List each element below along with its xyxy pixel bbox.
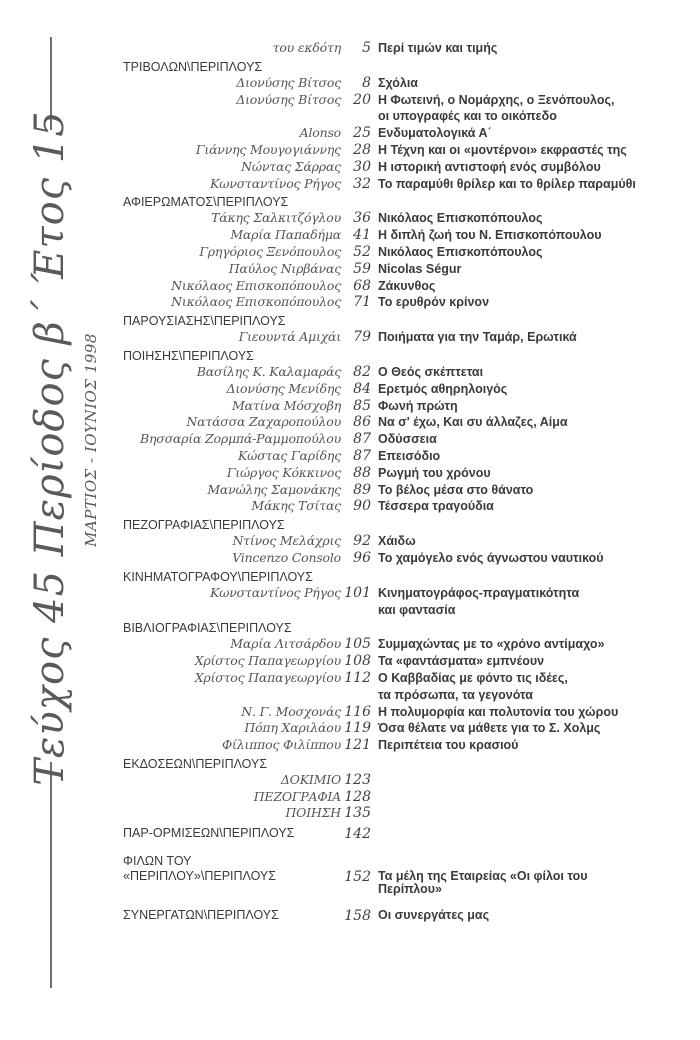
entry-title (374, 398, 693, 415)
entry-title-line: Τέσσερα τραγούδια (378, 499, 494, 514)
entry-title (374, 92, 693, 126)
toc-section (123, 195, 693, 311)
entry-page: 84 (353, 380, 371, 397)
entry-title (374, 364, 693, 381)
entry-author: Γιάννης Μουγογιάννης (195, 141, 341, 157)
entry-page: 41 (353, 227, 371, 244)
entry-title-line: Τα μέλη της Εταιρείας «Οι φίλοι του (378, 869, 588, 884)
entry-title (374, 159, 693, 176)
section-heading: ΠΟΙΗΣΗΣ\ΠΕΡΙΠΛΟΥΣ (123, 348, 254, 363)
section-heading: ΕΚΔΟΣΕΩΝ\ΠΕΡΙΠΛΟΥΣ (123, 756, 268, 771)
entry-author: Μανώλης Σαμονάκης (207, 481, 341, 497)
section-heading-line: ΠΑΡ-ΟΡΜΙΣΕΩΝ\ΠΕΡΙΠΛΟΥΣ (123, 826, 295, 841)
entry-title (374, 294, 693, 311)
entry-author: Βασίλης Κ. Καλαμαράς (196, 363, 341, 379)
entry-title-line: Χάιδω (378, 534, 416, 549)
entry-title-line: Σχόλια (378, 75, 418, 90)
toc-special-entry[interactable] (123, 826, 693, 842)
entry-author: Χρίστος Παπαγεωργίου (194, 669, 341, 685)
entry-author: Μαρία Παπαδήμα (230, 227, 341, 243)
entry-author: του εκδότη (272, 40, 341, 55)
toc-section (123, 757, 693, 822)
entry-page: 90 (353, 498, 371, 515)
entry-author: Ν. Γ. Μοσχονάς (241, 703, 341, 719)
entry-page: 52 (353, 243, 371, 260)
entry-page: 32 (353, 175, 371, 192)
entry-author: ΠΟΙΗΣΗ (285, 805, 341, 821)
entry-title (374, 227, 693, 244)
section-heading: ΤΡΙΒΟΛΩΝ\ΠΕΡΙΠΛΟΥΣ (123, 59, 263, 74)
toc-entry[interactable] (123, 550, 693, 567)
entry-page: 30 (353, 158, 371, 175)
entry-page: 25 (353, 125, 371, 142)
entry-title (374, 261, 693, 278)
entry-page: 116 (344, 703, 371, 720)
toc-entry[interactable] (123, 789, 693, 806)
toc-entry[interactable] (123, 261, 693, 278)
entry-author: Βησσαρία Ζορμπά-Ραμμοπούλου (139, 431, 341, 447)
entry-title (374, 381, 693, 398)
entry-title-line: Το ερυθρόν κρίνον (378, 295, 490, 310)
entry-author: Κωνσταντίνος Ρήγος (210, 175, 341, 191)
entry-author: Πόπη Χαριλάου (244, 720, 341, 736)
spine-rule-bottom (50, 762, 52, 988)
toc-entry[interactable] (123, 653, 693, 670)
entry-title-line: Ποιήματα για την Ταμάρ, Ερωτικά (378, 330, 577, 345)
toc-section (123, 349, 693, 515)
entry-page: 119 (344, 720, 371, 737)
section-heading: ΠΕΖΟΓΡΑΦΙΑΣ\ΠΕΡΙΠΛΟΥΣ (123, 518, 285, 533)
entry-author: Νικόλαος Επισκοπόπουλος (171, 277, 341, 293)
entry-author: Γρηγόριος Ξενόπουλος (199, 243, 341, 259)
entry-title (374, 636, 693, 653)
entry-page: 123 (344, 771, 371, 788)
table-of-contents (123, 40, 693, 924)
toc-entry[interactable] (123, 720, 693, 737)
entry-author: Διονύσης Βίτσος (236, 74, 341, 90)
toc-entry[interactable] (123, 329, 693, 346)
toc-entry[interactable] (123, 414, 693, 431)
entry-title (374, 585, 693, 619)
entry-title-line: Η Τέχνη και οι «μοντέρνοι» εκφραστές της (378, 142, 627, 157)
entry-page: 79 (353, 329, 371, 346)
entry-author: ΔΟΚΙΜΙΟ (280, 771, 341, 787)
entry-title-line: Ρωγμή του χρόνου (378, 465, 491, 480)
entry-title (374, 244, 693, 261)
entry-title-line: Όσα θέλατε να μάθετε για το Σ. Χολμς (378, 721, 601, 736)
entry-page: 108 (344, 653, 371, 670)
toc-entry[interactable] (123, 125, 693, 142)
section-heading (123, 908, 341, 923)
toc-entry[interactable] (123, 278, 693, 295)
entry-title (374, 142, 693, 159)
entry-title-line: Οι συνεργάτες μας (378, 908, 490, 923)
entry-author: Κωνσταντίνος Ρήγος (210, 584, 341, 600)
entry-title (374, 704, 693, 721)
entry-author: ΠΕΖΟΓΡΑΦΙΑ (253, 788, 341, 804)
entry-page: 92 (353, 533, 371, 550)
entry-title (374, 448, 693, 465)
entry-title (374, 737, 693, 754)
entry-title-line: Ζάκυνθος (378, 278, 436, 293)
entry-title-line: Nicolas Ségur (378, 261, 462, 276)
entry-author: Ματίνα Μόσχοβη (232, 397, 341, 413)
toc-entry-intro[interactable] (123, 40, 693, 57)
toc-entry[interactable] (123, 448, 693, 465)
entry-page: 105 (344, 636, 371, 653)
toc-entry[interactable] (123, 585, 693, 619)
entry-title-line: Επεισόδιο (378, 448, 441, 463)
entry-title (374, 498, 693, 515)
entry-title (374, 278, 693, 295)
entry-title-line: Φωνή πρώτη (378, 398, 458, 413)
entry-page: 135 (344, 805, 371, 822)
issue-date: ΜΑΡΤΙΟΣ - ΙΟΥΝΙΟΣ 1998 (82, 333, 100, 547)
toc-entry[interactable] (123, 805, 693, 822)
section-heading-line: ΣΥΝΕΡΓΑΤΩΝ\ΠΕΡΙΠΛΟΥΣ (123, 908, 279, 923)
toc-entry[interactable] (123, 737, 693, 754)
entry-author: Γιώργος Κόκκινος (226, 464, 341, 480)
sections (123, 60, 693, 822)
entry-title (374, 533, 693, 550)
entry-title (374, 869, 693, 896)
toc-section (123, 314, 693, 346)
toc-entry[interactable] (123, 498, 693, 515)
entry-author: Φίλιππος Φιλίππου (221, 737, 341, 753)
entry-title-line: Το βέλος μέσα στο θάνατο (378, 482, 534, 497)
toc-entry[interactable] (123, 670, 693, 704)
entry-title (374, 482, 693, 499)
entry-title-line: Οδύσσεια (378, 432, 437, 447)
entry-title (374, 908, 693, 922)
entry-page: 152 (344, 869, 371, 886)
entry-author: Διονύσης Μενίδης (226, 380, 341, 396)
toc-entry[interactable] (123, 533, 693, 550)
toc-entry[interactable] (123, 482, 693, 499)
entry-title-line: Η Φωτεινή, ο Νομάρχης, ο Ξενόπουλος, (378, 92, 615, 107)
section-heading: ΑΦΙΕΡΩΜΑΤΟΣ\ΠΕΡΙΠΛΟΥΣ (123, 195, 289, 210)
entry-title-line: Περίπλου» (378, 882, 442, 897)
entry-page: 20 (353, 91, 371, 108)
entry-title-line: Νικόλαος Επισκοπόπουλος (378, 211, 543, 226)
entry-page: 101 (344, 584, 371, 601)
entry-page: 121 (344, 737, 371, 754)
toc-entry[interactable] (123, 294, 693, 311)
entry-title-line: Κινηματογράφος-πραγματικότητα (378, 585, 580, 600)
entry-author: Χρίστος Παπαγεωργίου (194, 653, 341, 669)
entry-page: 87 (353, 447, 371, 464)
entry-title (374, 720, 693, 737)
entry-title (374, 431, 693, 448)
toc-entry[interactable] (123, 636, 693, 653)
entry-title-line: Να σ' έχω, Και συ άλλαζες, Αίμα (378, 415, 568, 430)
entry-title (374, 414, 693, 431)
entry-author: Μάκης Τσίτας (251, 498, 341, 514)
toc-entry[interactable] (123, 772, 693, 789)
entry-title-line: Ερετμός αθηρηλοιγός (378, 381, 508, 396)
entry-page: 68 (353, 277, 371, 294)
entry-page: 96 (353, 549, 371, 566)
toc-section (123, 621, 693, 754)
entry-title-line: Περιπέτεια του κρασιού (378, 738, 519, 753)
toc-entry[interactable] (123, 176, 693, 193)
section-heading: ΚΙΝΗΜΑΤΟΓΡΑΦΟΥ\ΠΕΡΙΠΛΟΥΣ (123, 569, 313, 584)
section-heading-line: ΦΙΛΩΝ ΤΟΥ (123, 854, 192, 869)
entry-author: Διονύσης Βίτσος (236, 91, 341, 107)
entry-page: 85 (353, 397, 371, 414)
entry-author: Γιεουντά Αμιχάι (238, 329, 341, 345)
entry-page: 87 (353, 431, 371, 448)
entry-title (374, 670, 693, 704)
entry-title (374, 550, 693, 567)
entry-title-line: Η πολυμορφία και πολυτονία του χώρου (378, 704, 619, 719)
toc-entry[interactable] (123, 465, 693, 482)
entry-page: 59 (353, 260, 371, 277)
entry-title-line: Ο Καββαδίας με φόντο τις ιδέες, (378, 670, 568, 685)
entry-title (374, 653, 693, 670)
toc-entry[interactable] (123, 142, 693, 159)
entry-title-line: οι υπογραφές και το οικόπεδο (378, 109, 557, 124)
entry-title-line: Ενδυματολογικά Α΄ (378, 126, 492, 141)
entry-title-line: Συμμαχώντας με το «χρόνο αντίμαχο» (378, 637, 605, 652)
entry-title (374, 465, 693, 482)
entry-page: 88 (353, 464, 371, 481)
entry-title (374, 826, 693, 827)
entry-author: Παύλος Νιρβάνας (228, 260, 341, 276)
entry-page: 89 (353, 481, 371, 498)
section-heading (123, 826, 341, 841)
entry-page: 142 (344, 826, 371, 843)
toc-section (123, 570, 693, 619)
special-sections (123, 826, 693, 924)
entry-title-line: Το χαμόγελο ενός άγνωστου ναυτικού (378, 550, 604, 565)
entry-title: Περί τιμών και τιμής (378, 41, 498, 55)
entry-title-line: Νικόλαος Επισκοπόπουλος (378, 244, 543, 259)
section-heading (123, 854, 341, 884)
entry-page: 82 (353, 363, 371, 380)
toc-section (123, 60, 693, 193)
entry-title-line: Το παραμύθι θρίλερ και το θρίλερ παραμύθι (378, 176, 636, 191)
issue-title: Τεύχος 45 Περίοδος β΄ Έτος 15 (27, 110, 73, 786)
entry-page: 28 (353, 141, 371, 158)
section-heading: ΠΑΡΟΥΣΙΑΣΗΣ\ΠΕΡΙΠΛΟΥΣ (123, 314, 286, 329)
toc-entry[interactable] (123, 210, 693, 227)
toc-special-entry[interactable] (123, 854, 693, 896)
entry-title (374, 75, 693, 92)
toc-entry[interactable] (123, 398, 693, 415)
section-heading: ΒΙΒΛΙΟΓΡΑΦΙΑΣ\ΠΕΡΙΠΛΟΥΣ (123, 621, 292, 636)
entry-author: Κώστας Γαρίδης (238, 447, 341, 463)
entry-title (374, 329, 693, 346)
entry-author: Νικόλαος Επισκοπόπουλος (171, 294, 341, 310)
entry-title-line: Η διπλή ζωή του Ν. Επισκοπόπουλου (378, 228, 602, 243)
entry-title-line: τα πρόσωπα, τα γεγονότα (378, 687, 533, 702)
entry-title-line: Τα «φαντάσματα» εμπνέουν (378, 654, 545, 669)
entry-page: 8 (362, 74, 371, 91)
entry-author: Vincenzo Consolo (232, 549, 341, 565)
toc-entry[interactable] (123, 244, 693, 261)
toc-entry[interactable] (123, 431, 693, 448)
entry-author: Alonso (299, 125, 341, 141)
toc-entry[interactable] (123, 364, 693, 381)
entry-title (374, 210, 693, 227)
entry-title-line: και φαντασία (378, 602, 456, 617)
entry-title (374, 176, 693, 193)
entry-author: Μαρία Λιτσάρδου (230, 636, 341, 652)
entry-page: 128 (344, 788, 371, 805)
entry-author: Νατάσσα Ζαχαροπούλου (186, 414, 341, 430)
entry-page: 5 (362, 40, 371, 56)
section-heading-line: «ΠΕΡΙΠΛΟΥ»\ΠΕΡΙΠΛΟΥΣ (123, 869, 276, 884)
entry-page: 71 (353, 294, 371, 311)
toc-entry[interactable] (123, 159, 693, 176)
toc-entry[interactable] (123, 75, 693, 92)
entry-author: Τάκης Σαλκιτζόγλου (211, 210, 341, 226)
entry-page: 112 (344, 669, 371, 686)
entry-author: Νώντας Σάρρας (241, 158, 341, 174)
entry-page: 86 (353, 414, 371, 431)
toc-entry[interactable] (123, 92, 693, 126)
entry-title-line: Η ιστορική αντιστοφή ενός συμβόλου (378, 159, 601, 174)
entry-page: 158 (344, 908, 371, 925)
entry-page: 36 (353, 210, 371, 227)
toc-entry[interactable] (123, 381, 693, 398)
toc-entry[interactable] (123, 227, 693, 244)
toc-section (123, 518, 693, 567)
entry-title (374, 125, 693, 142)
entry-title-line: Ο Θεός σκέπτεται (378, 364, 484, 379)
entry-author: Ντίνος Μελάχρις (232, 533, 341, 549)
toc-special-entry[interactable] (123, 908, 693, 924)
toc-entry[interactable] (123, 704, 693, 721)
